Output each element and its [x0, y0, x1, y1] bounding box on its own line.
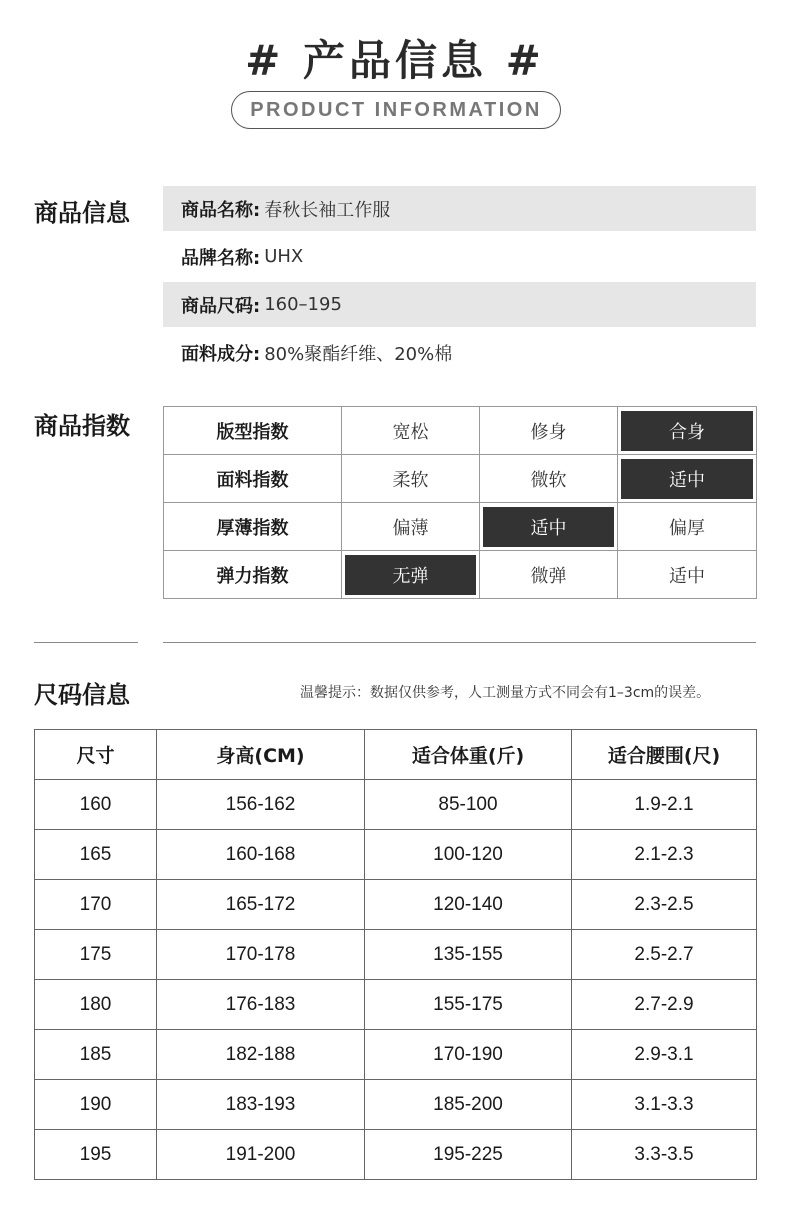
info-key: 商品名称: [181, 199, 261, 221]
index-option: 适中 [669, 565, 705, 587]
divider-right [163, 642, 756, 643]
table-cell: 135-155 [365, 930, 572, 980]
table-cell: 1.9-2.1 [572, 780, 757, 830]
index-option-cell [480, 407, 618, 455]
table-cell: 175 [35, 930, 157, 980]
info-key: 商品尺码: [181, 295, 261, 317]
size-info-label: 尺码信息 [34, 681, 130, 709]
table-cell: 160-168 [157, 830, 365, 880]
page-subtitle: PRODUCT INFORMATION [231, 91, 561, 129]
index-row-name: 弹力指数 [164, 551, 342, 599]
product-info-list [163, 186, 756, 378]
table-cell: 155-175 [365, 980, 572, 1030]
info-value: 160–195 [264, 294, 342, 315]
table-cell: 180 [35, 980, 157, 1030]
index-row-name: 厚薄指数 [164, 503, 342, 551]
index-row-name: 版型指数 [164, 407, 342, 455]
table-cell: 190 [35, 1080, 157, 1130]
index-option-selected: 无弹 [345, 555, 476, 595]
index-row [164, 407, 757, 455]
measurement-tip: 温馨提示：数据仅供参考，人工测量方式不同会有1–3cm的误差。 [300, 685, 711, 701]
table-cell: 170-178 [157, 930, 365, 980]
table-row [35, 1080, 757, 1130]
table-cell: 185 [35, 1030, 157, 1080]
index-option-selected: 合身 [621, 411, 753, 451]
table-cell: 2.7-2.9 [572, 980, 757, 1030]
table-cell: 165 [35, 830, 157, 880]
index-option-cell [342, 407, 480, 455]
table-cell: 100-120 [365, 830, 572, 880]
table-cell: 176-183 [157, 980, 365, 1030]
product-index-table [163, 406, 757, 599]
index-row [164, 455, 757, 503]
info-row-brand [163, 234, 756, 279]
index-option-cell [618, 407, 757, 455]
column-header: 身高(CM) [157, 730, 365, 780]
index-row [164, 503, 757, 551]
index-option: 宽松 [392, 421, 429, 443]
table-cell: 191-200 [157, 1130, 365, 1180]
table-cell: 156-162 [157, 780, 365, 830]
table-cell: 2.5-2.7 [572, 930, 757, 980]
info-value: 80%聚酯纤维、20%棉 [264, 343, 453, 365]
table-cell: 182-188 [157, 1030, 365, 1080]
index-option: 微弹 [530, 565, 567, 587]
table-row [35, 880, 757, 930]
index-option: 柔软 [392, 469, 429, 491]
table-cell: 3.1-3.3 [572, 1080, 757, 1130]
table-row [35, 930, 757, 980]
table-cell: 160 [35, 780, 157, 830]
column-header: 适合体重(斤) [365, 730, 572, 780]
page-title: # 产品信息 # [245, 36, 545, 85]
table-cell: 170-190 [365, 1030, 572, 1080]
table-cell: 170 [35, 880, 157, 930]
info-key: 品牌名称: [181, 247, 261, 269]
index-option-cell [480, 455, 618, 503]
index-option: 微软 [530, 469, 567, 491]
index-option-cell [618, 551, 757, 599]
index-option-cell [480, 551, 618, 599]
table-row [35, 980, 757, 1030]
index-option: 修身 [530, 421, 567, 443]
index-option-cell [480, 503, 618, 551]
table-row [35, 830, 757, 880]
table-cell: 85-100 [365, 780, 572, 830]
index-option: 偏薄 [392, 517, 429, 539]
divider-left [34, 642, 138, 643]
table-cell: 195 [35, 1130, 157, 1180]
table-cell: 2.1-2.3 [572, 830, 757, 880]
index-row-name: 面料指数 [164, 455, 342, 503]
table-cell: 2.9-3.1 [572, 1030, 757, 1080]
table-cell: 195-225 [365, 1130, 572, 1180]
table-cell: 165-172 [157, 880, 365, 930]
column-header: 适合腰围(尺) [572, 730, 757, 780]
table-cell: 120-140 [365, 880, 572, 930]
index-option-selected: 适中 [621, 459, 753, 499]
info-row-size [163, 282, 756, 327]
table-cell: 3.3-3.5 [572, 1130, 757, 1180]
info-value: 春秋长袖工作服 [264, 199, 391, 221]
table-row [35, 1030, 757, 1080]
index-option-cell [342, 551, 480, 599]
column-header: 尺寸 [35, 730, 157, 780]
index-option-cell [342, 503, 480, 551]
info-value: UHX [264, 246, 304, 267]
index-row [164, 551, 757, 599]
index-option-cell [618, 455, 757, 503]
size-table [34, 729, 757, 1180]
table-cell: 183-193 [157, 1080, 365, 1130]
table-row [35, 1130, 757, 1180]
index-option-cell [618, 503, 757, 551]
table-cell: 2.3-2.5 [572, 880, 757, 930]
table-cell: 185-200 [365, 1080, 572, 1130]
size-table-header [35, 730, 757, 780]
product-info-label: 商品信息 [34, 199, 130, 227]
info-key: 面料成分: [181, 343, 261, 365]
index-option-selected: 适中 [483, 507, 614, 547]
info-row-material [163, 330, 756, 375]
info-row-name [163, 186, 756, 231]
product-index-label: 商品指数 [34, 412, 130, 440]
index-option-cell [342, 455, 480, 503]
table-row [35, 780, 757, 830]
index-option: 偏厚 [669, 517, 705, 539]
